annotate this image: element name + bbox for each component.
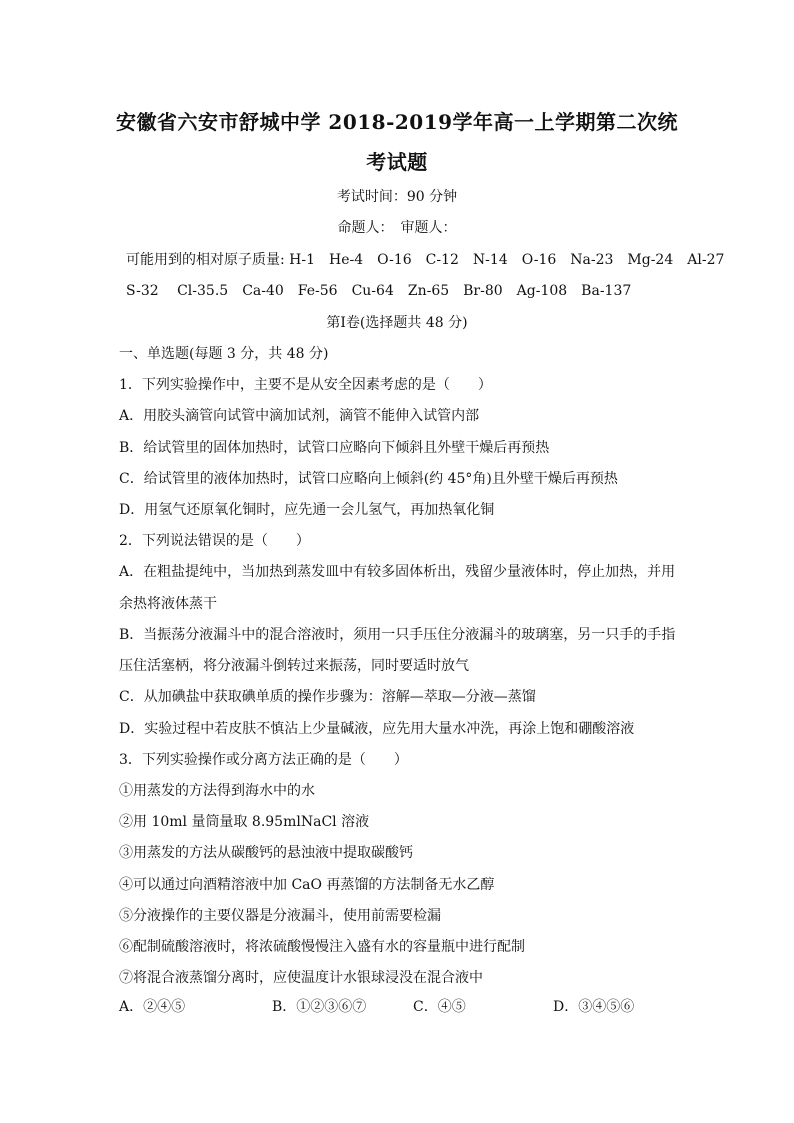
atomic-mass-line-1: 可能用到的相对原子质量: H-1 He-4 O-16 C-12 N-14 O-16 Na-23 Mg-24 Al-27: [126, 252, 725, 268]
q3-stem: 3．下列实验操作或分离方法正确的是（ ）: [119, 752, 408, 768]
q3-item: ②用 10ml 量筒量取 8.95mlNaCl 溶液: [119, 814, 370, 830]
q3-choice-a: A．②④⑤: [119, 999, 186, 1015]
q3-item: ⑥配制硫酸溶液时，将浓硫酸慢慢注入盛有水的容量瓶中进行配制: [119, 939, 525, 955]
volume-heading: 第Ⅰ卷(选择题共 48 分): [326, 315, 468, 331]
q1-option-d: D．用氢气还原氧化铜时，应先通一会儿氢气，再加热氧化铜: [119, 502, 495, 518]
exam-title-line-1: 安徽省六安市舒城中学 2018-2019学年高一上学期第二次统: [115, 110, 679, 134]
q3-choice-b: B．①②③⑥⑦: [272, 999, 367, 1015]
q2-option-a-line-2: 余热将液体蒸干: [119, 596, 217, 612]
atomic-mass-line-2: S-32 Cl-35.5 Ca-40 Fe-56 Cu-64 Zn-65 Br-80 Ag-108 Ba-137: [126, 283, 632, 299]
q3-choice-c: C．④⑤: [413, 999, 466, 1015]
exam-title-line-2: 考试题: [366, 150, 428, 174]
q2-option-d: D．实验过程中若皮肤不慎沾上少量碱液，应先用大量水冲洗，再涂上饱和硼酸溶液: [119, 721, 635, 737]
q1-option-a: A．用胶头滴管向试管中滴加试剂，滴管不能伸入试管内部: [119, 408, 480, 424]
q3-item: ③用蒸发的方法从碳酸钙的悬浊液中提取碳酸钙: [119, 845, 413, 861]
q1-option-b: B．给试管里的固体加热时，试管口应略向下倾斜且外壁干燥后再预热: [119, 440, 550, 456]
q2-option-b-line-2: 压住活塞柄，将分液漏斗倒转过来振荡，同时要适时放气: [119, 658, 469, 674]
section-heading: 一、单选题(每题 3 分，共 48 分): [119, 346, 329, 362]
q2-option-b-line-1: B．当振荡分液漏斗中的混合溶液时，须用一只手压住分液漏斗的玻璃塞，另一只手的手指: [119, 627, 676, 643]
q3-item: ①用蒸发的方法得到海水中的水: [119, 783, 315, 799]
exam-authors: 命题人： 审题人：: [337, 220, 457, 236]
q1-stem: 1．下列实验操作中，主要不是从安全因素考虑的是（ ）: [119, 377, 492, 393]
q3-item: ⑦将混合液蒸馏分离时，应使温度计水银球浸没在混合液中: [119, 970, 483, 986]
q2-option-a-line-1: A．在粗盐提纯中，当加热到蒸发皿中有较多固体析出，残留少量液体时，停止加热，并用: [119, 564, 676, 580]
q3-item: ④可以通过向酒精溶液中加 CaO 再蒸馏的方法制备无水乙醇: [119, 877, 495, 893]
q1-option-c: C．给试管里的液体加热时，试管口应略向上倾斜(约 45°角)且外壁干燥后再预热: [119, 471, 618, 487]
q2-option-c: C．从加碘盐中获取碘单质的操作步骤为：溶解—萃取—分液—蒸馏: [119, 689, 536, 705]
q3-choice-d: D．③④⑤⑥: [553, 999, 635, 1015]
q3-item: ⑤分液操作的主要仪器是分液漏斗，使用前需要检漏: [119, 908, 441, 924]
exam-time: 考试时间：90 分钟: [336, 189, 458, 205]
q2-stem: 2．下列说法错误的是（ ）: [119, 533, 310, 549]
